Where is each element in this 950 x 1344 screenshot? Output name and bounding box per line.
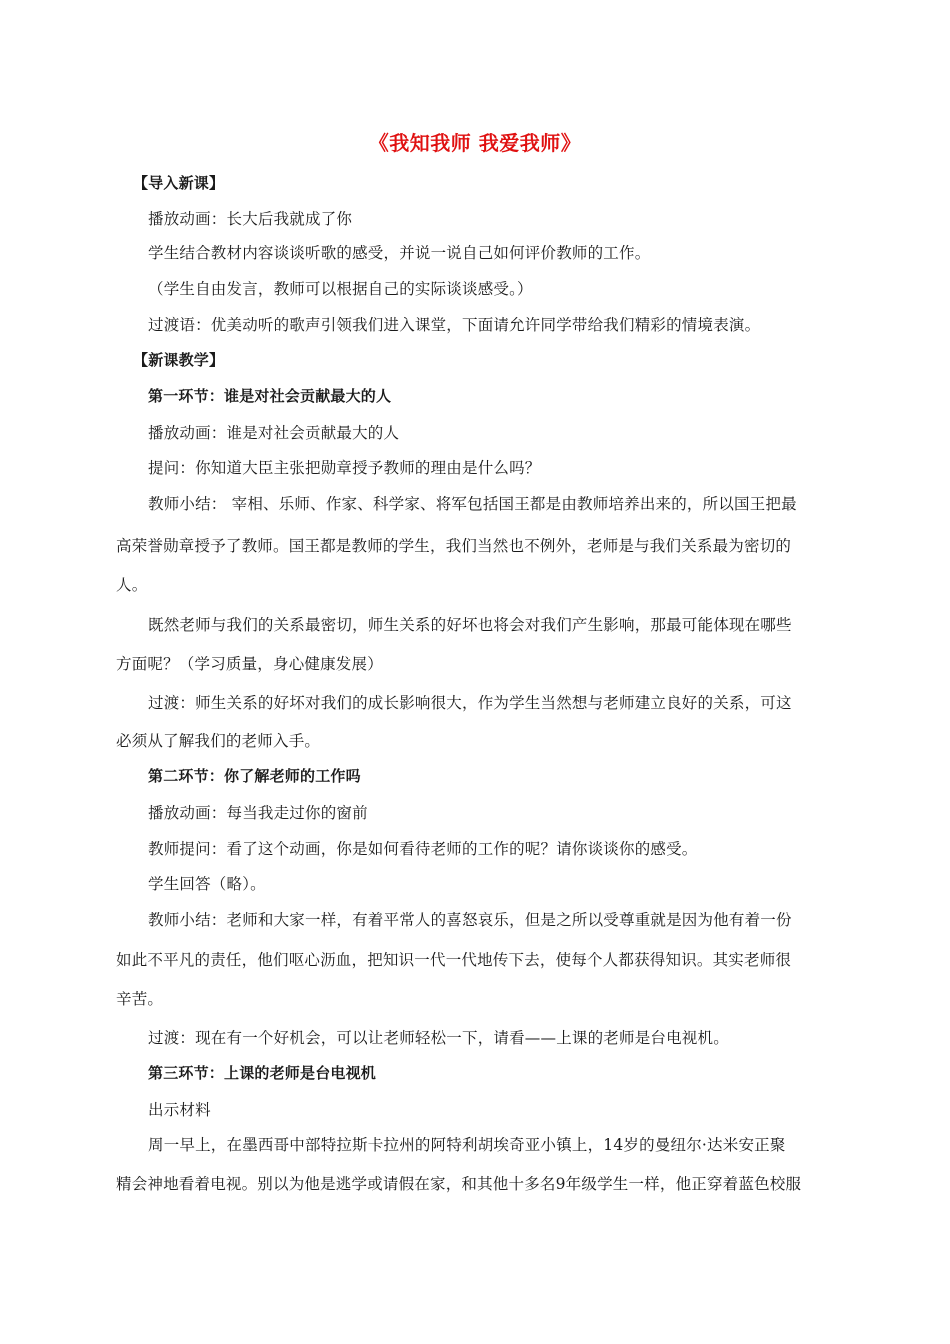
paragraph-line: 人。 [116,576,148,594]
paragraph-line: 教师小结：老师和大家一样，有着平常人的喜怒哀乐，但是之所以受尊重就是因为他有着一份 [148,911,792,929]
paragraph-line: 过渡：师生关系的好坏对我们的成长影响很大，作为学生当然想与老师建立良好的关系，可这 [148,694,792,712]
paragraph-line: 既然老师与我们的关系最密切，师生关系的好坏也将会对我们产生影响，那最可能体现在哪些 [148,616,792,634]
paragraph-line: 学生回答（略）。 [148,875,266,893]
subsection-heading-3: 第三环节：上课的老师是台电视机 [148,1064,377,1082]
paragraph-line: 播放动画：谁是对社会贡献最大的人 [148,424,400,442]
section-heading-intro: 【导入新课】 [133,174,225,192]
paragraph-line: 播放动画：长大后我就成了你 [148,210,353,228]
paragraph-line: 如此不平凡的责任，他们呕心沥血，把知识一代一代地传下去，使每个人都获得知识。其实老师很 [116,951,792,969]
paragraph-line: 辛苦。 [116,990,164,1008]
paragraph-line: 过渡：现在有一个好机会，可以让老师轻松一下，请看——上课的老师是台电视机。 [148,1029,729,1047]
paragraph-line: 过渡语：优美动听的歌声引领我们进入课堂，下面请允许同学带给我们精彩的情境表演。 [148,316,761,334]
paragraph-line: 方面呢？（学习质量，身心健康发展） [116,655,383,673]
paragraph-line: 播放动画：每当我走过你的窗前 [148,804,368,822]
paragraph-line: 周一早上，在墨西哥中部特拉斯卡拉州的阿特利胡埃奇亚小镇上，14岁的曼纽尔·达米安正聚 [148,1136,786,1154]
paragraph-line: 教师提问：看了这个动画，你是如何看待老师的工作的呢？请你谈谈你的感受。 [148,840,698,858]
paragraph-line: 必须从了解我们的老师入手。 [116,732,321,750]
subsection-heading-2: 第二环节：你了解老师的工作吗 [148,767,361,785]
paragraph-line: 教师小结： 宰相、乐师、作家、科学家、将军包括国王都是由教师培养出来的，所以国王把最 [148,495,797,513]
paragraph-line: 高荣誉勋章授予了教师。国王都是教师的学生，我们当然也不例外，老师是与我们关系最为密切的 [116,537,792,555]
subsection-heading-1: 第一环节：谁是对社会贡献最大的人 [148,387,392,405]
section-heading-new-lesson: 【新课教学】 [133,351,225,369]
paragraph-line: 精会神地看着电视。别以为他是逃学或请假在家，和其他十多名9年级学生一样，他正穿着蓝色校服 [116,1175,802,1193]
page-title: 《我知我师 我爱我师》 [368,131,582,155]
paragraph-line: 出示材料 [148,1101,211,1119]
paragraph-line: （学生自由发言，教师可以根据自己的实际谈谈感受。） [148,280,533,298]
paragraph-line: 提问：你知道大臣主张把勋章授予教师的理由是什么吗？ [148,459,541,477]
paragraph-line: 学生结合教材内容谈谈听歌的感受，并说一说自己如何评价教师的工作。 [148,244,651,262]
